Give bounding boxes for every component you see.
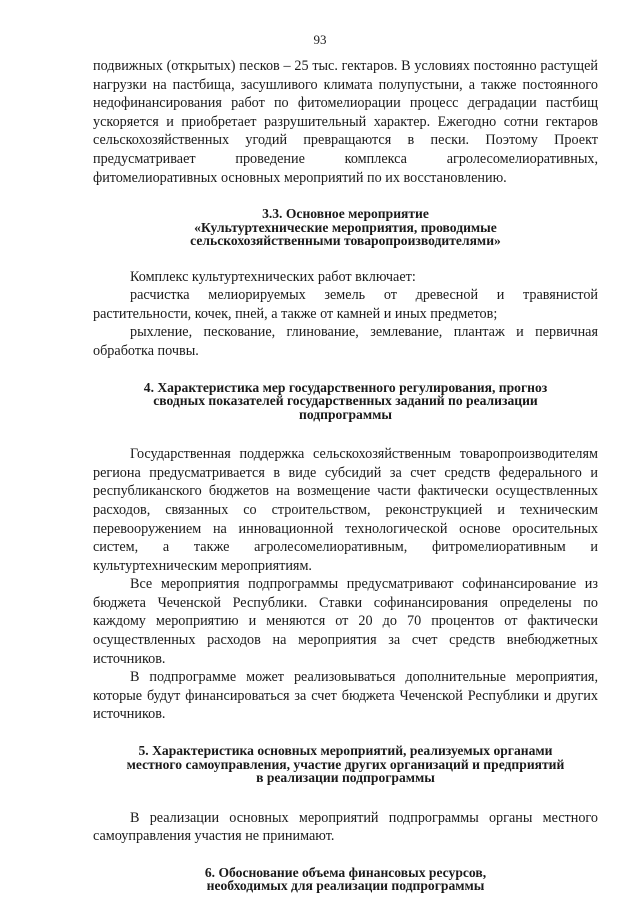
paragraph-3-3-1: Комплекс культуртехнических работ включает:: [130, 268, 416, 285]
document-body: [93, 57, 598, 893]
paragraph-3-3-2: расчистка мелиорируемых земель от древесной и травянистой растительности, кочек, пней, а также от камней и иных предметов;: [93, 287, 598, 322]
paragraph-3-3-3: рыхление, пескование, глинование, землевание, плантаж и первичная обработка почвы.: [93, 324, 598, 360]
paragraph-intro: подвижных (открытых) песков – 25 тыс. гектаров. В условиях постоянно растущей нагрузки на пастбища, засушливого климата полупустыни, а также постоянного недофинансирования работ по фитомелиорации процесс деградации пастбищ ускоряется и приобретает разрушительный характер. Ежегодно сотни гектаров сельскохозяйственных угодий превращаются в пески. Поэтому Проект предусматривает проведение комплекса агролесомелиоративных, фитомелиоративных основных мероприятий по их восстановлению.: [93, 58, 598, 186]
paragraph-4-3: В подпрограмме может реализовываться дополнительные мероприятия, которые будут финансироваться за счет бюджета Чеченской Республики и других источников.: [93, 669, 598, 723]
paragraph-4-2: Все мероприятия подпрограммы предусматривают софинансирование из бюджета Чеченской Республики. Ставки софинансирования определены по каждому мероприятию и меняются от 20 до 70 процентов от фактически осуществленных расходов на мероприятия за счет средств внебюджетных источников.: [93, 576, 598, 667]
page-number: 93: [313, 32, 327, 47]
paragraph-4-1: Государственная поддержка сельскохозяйственным товаропроизводителям региона предусматривается в виде субсидий за счет средств федерального и республиканского бюджетов на возмещение части фактически осуществленных расходов, связанных со строительством, реконструкцией и техническим перевооружением на инновационной технологической основе оросительных систем, а также агролесомелиоративным, фитромелиоративным и культуртехническим мероприятиям.: [93, 446, 598, 574]
heading-section-5: 5. Характеристика основных мероприятий, реализуемых органами местного самоуправления, участие других организаций и предприятий в реализации подпрограммы: [126, 743, 565, 786]
heading-section-3-3: 3.3. Основное мероприятие «Культуртехнические мероприятия, проводимые сельскохозяйственными товаропроизводителями»: [190, 206, 501, 249]
heading-section-4: 4. Характеристика мер государственного регулирования, прогноз сводных показателей государственных заданий по реализации подпрограммы: [143, 379, 548, 422]
paragraph-5-1: В реализации основных мероприятий подпрограммы органы местного самоуправления участия не принимают.: [93, 809, 598, 845]
heading-section-6: 6. Обоснование объема финансовых ресурсов, необходимых для реализации подпрограммы: [204, 864, 487, 894]
